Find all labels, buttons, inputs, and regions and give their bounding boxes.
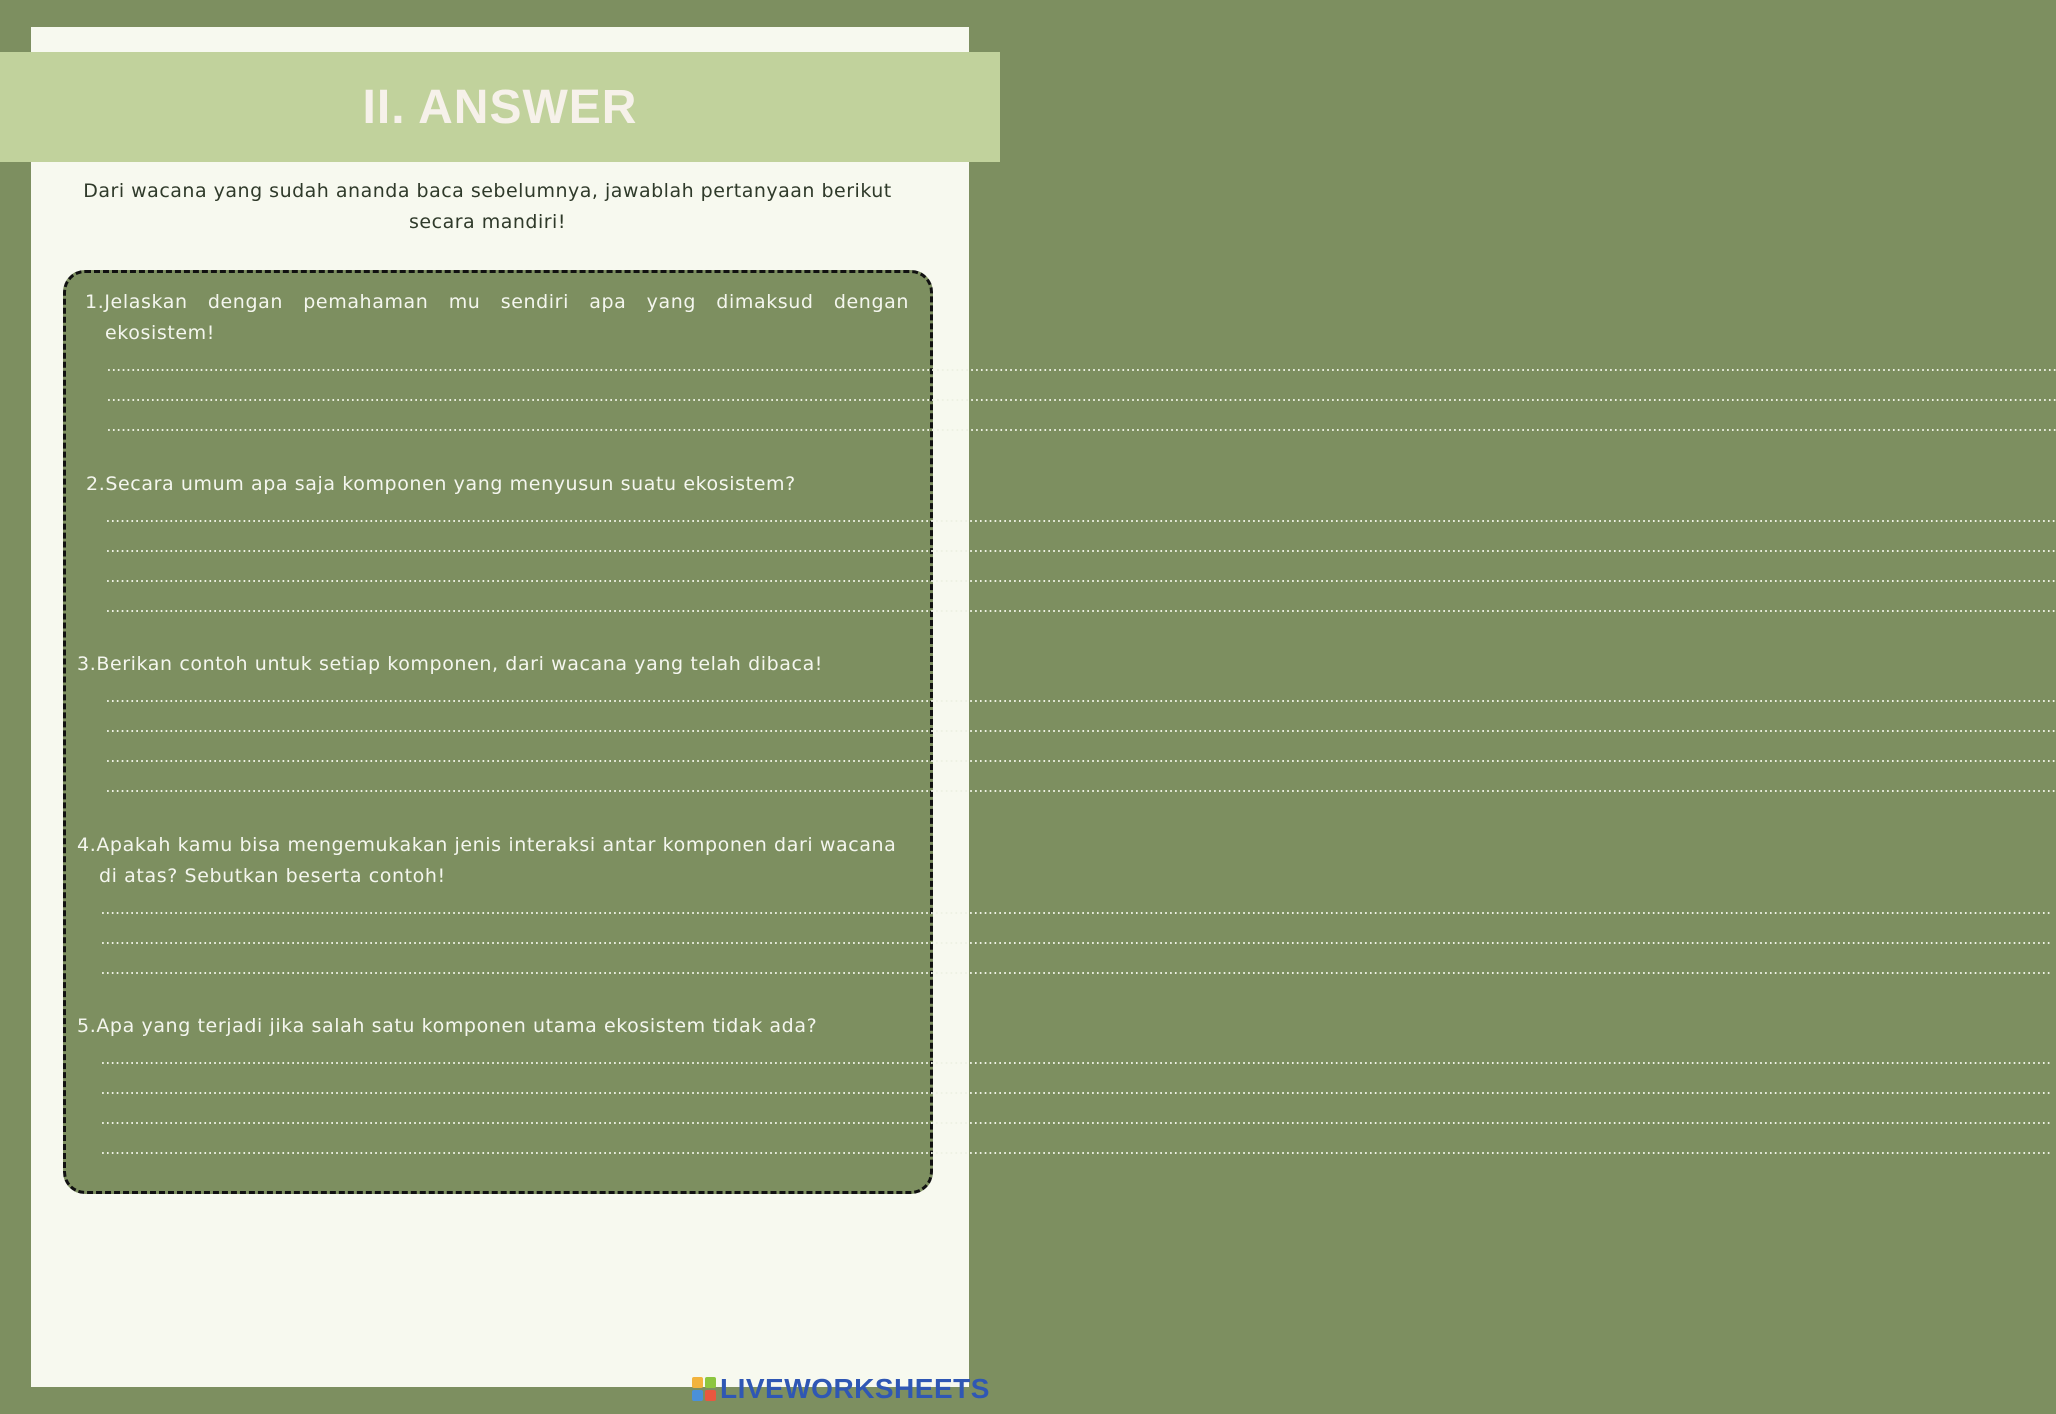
answer-line[interactable]: ................................................................................................................................................................................................................................................................................................................................................................................................................: [104, 571, 2055, 586]
answer-line[interactable]: ................................................................................................................................................................................................................................................................................................................................................................................................................: [104, 751, 2055, 766]
logo-square: [705, 1377, 716, 1388]
answer-line[interactable]: ................................................................................................................................................................................................................................................................................................................................................................................................................: [99, 1053, 2050, 1068]
logo-square: [705, 1390, 716, 1401]
logo-text: LIVEWORKSHEETS: [720, 1373, 990, 1404]
answer-line[interactable]: ................................................................................................................................................................................................................................................................................................................................................................................................................: [104, 601, 2055, 616]
question-4-text: 4.Apakah kamu bisa mengemukakan jenis interaksi antar komponen dari wacana di atas? Sebutkan beserta contoh!: [77, 834, 897, 887]
logo-square: [692, 1390, 703, 1401]
instructions-text: Dari wacana yang sudah ananda baca sebelumnya, jawablah pertanyaan berikut secara mandiri!: [83, 180, 892, 233]
answer-line[interactable]: ................................................................................................................................................................................................................................................................................................................................................................................................................: [104, 781, 2055, 796]
question-5-text: 5.Apa yang terjadi jika salah satu komponen utama ekosistem tidak ada?: [77, 1015, 818, 1037]
question-5: [77, 1011, 2050, 1162]
question-3: [77, 649, 2055, 800]
logo-grid-icon: [692, 1377, 716, 1401]
answer-line[interactable]: ................................................................................................................................................................................................................................................................................................................................................................................................................: [99, 963, 2050, 978]
answer-line[interactable]: ................................................................................................................................................................................................................................................................................................................................................................................................................: [105, 360, 2056, 375]
answer-line[interactable]: ................................................................................................................................................................................................................................................................................................................................................................................................................: [99, 1113, 2050, 1128]
liveworksheets-logo: [692, 1374, 990, 1404]
question-1-text: 1.Jelaskan dengan pemahaman mu sendiri apa yang dimaksud dengan ekosistem!: [85, 291, 909, 344]
answer-line[interactable]: ................................................................................................................................................................................................................................................................................................................................................................................................................: [104, 511, 2055, 526]
question-1: [85, 287, 2056, 439]
question-2-text: 2.Secara umum apa saja komponen yang menyusun suatu ekosistem?: [86, 473, 796, 495]
answer-line[interactable]: ................................................................................................................................................................................................................................................................................................................................................................................................................: [99, 933, 2050, 948]
title-banner: [0, 52, 1000, 162]
answer-line[interactable]: ................................................................................................................................................................................................................................................................................................................................................................................................................: [104, 691, 2055, 706]
page-title: II. ANSWER: [362, 80, 638, 134]
question-4: [77, 830, 2050, 982]
answer-line[interactable]: ................................................................................................................................................................................................................................................................................................................................................................................................................: [104, 721, 2055, 736]
answer-line[interactable]: ................................................................................................................................................................................................................................................................................................................................................................................................................: [99, 1143, 2050, 1158]
answer-line[interactable]: ................................................................................................................................................................................................................................................................................................................................................................................................................: [104, 541, 2055, 556]
answer-line[interactable]: ................................................................................................................................................................................................................................................................................................................................................................................................................: [99, 1083, 2050, 1098]
question-3-text: 3.Berikan contoh untuk setiap komponen, dari wacana yang telah dibaca!: [77, 653, 824, 675]
answer-line[interactable]: ................................................................................................................................................................................................................................................................................................................................................................................................................: [105, 390, 2056, 405]
question-2: [86, 469, 2055, 620]
questions-box: [63, 270, 2056, 1194]
logo-square: [692, 1377, 703, 1388]
answer-line[interactable]: ................................................................................................................................................................................................................................................................................................................................................................................................................: [99, 903, 2050, 918]
answer-line[interactable]: ................................................................................................................................................................................................................................................................................................................................................................................................................: [105, 420, 2056, 435]
